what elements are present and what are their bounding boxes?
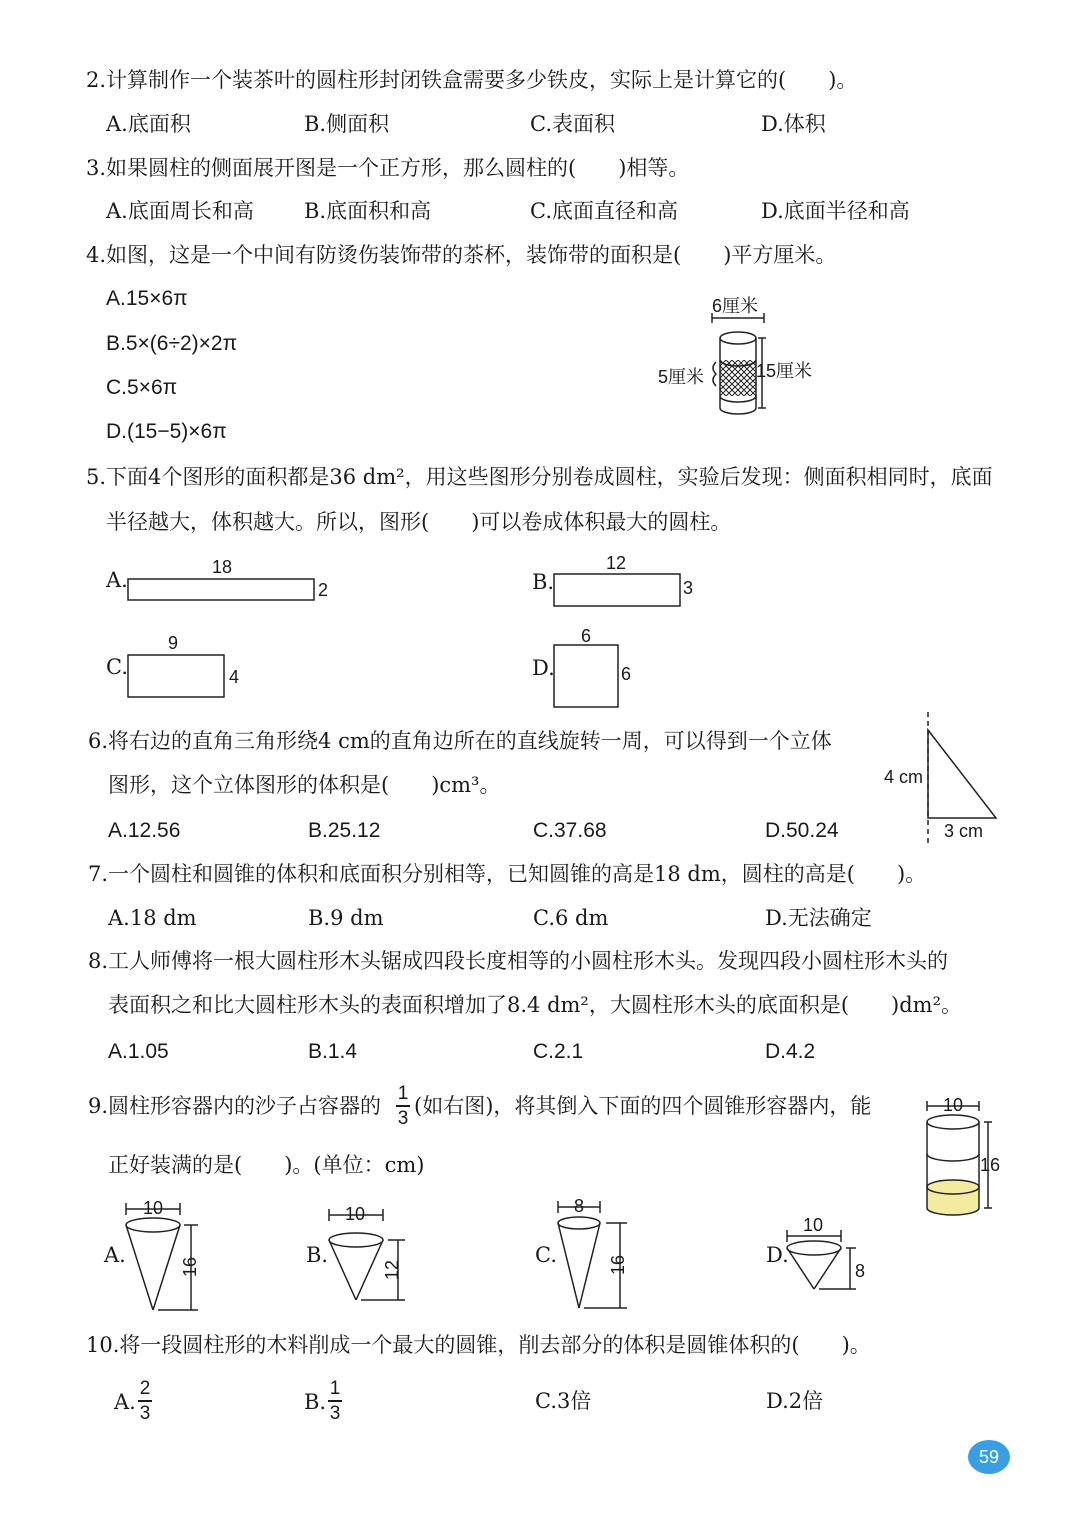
q5-c-length: 9	[168, 633, 179, 653]
q2-option-b: B.侧面积	[304, 112, 390, 136]
q9-cone-a-height: 16	[180, 1256, 201, 1278]
q5-d-length: 6	[581, 626, 592, 646]
q5-stem-line2: 半径越大，体积越大。所以，图形( )可以卷成体积最大的圆柱。	[106, 510, 732, 534]
q9-cone-b	[329, 1209, 405, 1300]
q7-option-d: D.无法确定	[765, 906, 872, 930]
q4-cup-top	[720, 332, 756, 344]
q9-stem-a: 9.圆柱形容器内的沙子占容器的	[88, 1094, 382, 1118]
q10-stem: 10.将一段圆柱形的木料削成一个最大的圆锥，削去部分的体积是圆锥体积的( )。	[86, 1333, 871, 1357]
q7-option-c: C.6 dm	[533, 906, 609, 930]
q5-d-width: 6	[621, 664, 632, 684]
q9-cone-c-letter: C.	[535, 1243, 557, 1267]
q9-cone-b-diameter: 10	[345, 1204, 366, 1224]
q9-stem-line2: 正好装满的是( )。(单位：cm)	[108, 1153, 425, 1177]
q3-option-a: A.底面周长和高	[106, 199, 254, 223]
q4-option-d: D.(15−5)×6π	[106, 420, 227, 443]
q9-cone-c-height: 16	[608, 1254, 629, 1276]
q10-option-b-fraction	[328, 1379, 342, 1423]
q6-stem-line1: 6.将右边的直角三角形绕4 cm的直角边所在的直线旋转一周，可以得到一个立体	[88, 729, 832, 753]
q10-b-denominator: 3	[329, 1402, 341, 1424]
q7-option-b: B.9 dm	[308, 906, 384, 930]
q9-cylinder-height: 16	[980, 1155, 1001, 1175]
q10-option-a-fraction	[138, 1379, 152, 1423]
q6-base-label: 3 cm	[944, 821, 984, 841]
q5-b-length: 12	[606, 553, 627, 573]
q9-stem-b: (如右图)，将其倒入下面的四个圆锥形容器内，能	[414, 1094, 872, 1118]
q9-cone-b-letter: B.	[306, 1243, 329, 1267]
q4-diameter-label: 6厘米	[712, 296, 759, 316]
q5-rect-a	[128, 579, 314, 600]
q9-fraction-denominator: 3	[397, 1107, 409, 1129]
q10-option-a-letter: A.	[114, 1390, 136, 1414]
q9-cone-b-height: 12	[382, 1259, 403, 1281]
q9-fraction	[396, 1084, 410, 1128]
q10-option-b-letter: B.	[304, 1390, 327, 1414]
q6-right-triangle	[928, 730, 996, 818]
q3-option-d: D.底面半径和高	[761, 199, 910, 223]
q5-letter-b: B.	[532, 570, 555, 594]
q5-a-length: 18	[212, 557, 233, 577]
q10-a-denominator: 3	[139, 1402, 151, 1424]
q2-stem: 2.计算制作一个装茶叶的圆柱形封闭铁盒需要多少铁皮，实际上是计算它的( )。	[86, 68, 858, 92]
q8-stem-line2: 表面积之和比大圆柱形木头的表面积增加了8.4 dm²，大圆柱形木头的底面积是( )dm²。	[108, 993, 963, 1017]
q6-option-a: A.12.56	[108, 819, 181, 842]
q5-letter-c: C.	[106, 655, 128, 679]
q3-option-b: B.底面积和高	[304, 199, 432, 223]
q9-cone-a-letter: A.	[104, 1243, 126, 1267]
q10-a-numerator: 2	[139, 1378, 151, 1399]
q8-option-c: C.2.1	[533, 1040, 584, 1063]
q5-b-width: 3	[683, 578, 694, 598]
q5-stem-line1: 5.下面4个图形的面积都是36 dm²，用这些图形分别卷成圆柱，实验后发现：侧面积相同时，底面	[86, 465, 993, 489]
q9-cone-d-diameter: 10	[803, 1215, 824, 1235]
q9-cone-a-diameter: 10	[143, 1198, 164, 1218]
q10-option-c: C.3倍	[535, 1389, 592, 1413]
q6-height-label: 4 cm	[884, 767, 924, 787]
q4-option-c: C.5×6π	[106, 376, 178, 399]
q4-option-b: B.5×(6÷2)×2π	[106, 332, 238, 355]
q10-option-d: D.2倍	[766, 1389, 824, 1413]
q6-stem-line2: 图形，这个立体图形的体积是( )cm³。	[108, 773, 501, 797]
q8-option-a: A.1.05	[108, 1040, 169, 1063]
q8-option-d: D.4.2	[765, 1040, 816, 1063]
q9-cone-d	[787, 1230, 856, 1289]
q10-b-numerator: 1	[329, 1378, 341, 1399]
q9-cone-d-height: 8	[855, 1261, 866, 1281]
q9-cone-c-diameter: 8	[574, 1196, 585, 1216]
page-number-badge: 59	[968, 1440, 1010, 1474]
q5-rect-b	[554, 574, 680, 606]
q6-option-c: C.37.68	[533, 819, 607, 842]
q2-option-a: A.底面积	[106, 112, 191, 136]
q3-stem: 3.如果圆柱的侧面展开图是一个正方形，那么圆柱的( )相等。	[86, 156, 690, 180]
q8-stem-line1: 8.工人师傅将一根大圆柱形木头锯成四段长度相等的小圆柱形木头。发现四段小圆柱形木头的	[88, 949, 949, 973]
q4-option-a: A.15×6π	[106, 287, 188, 310]
q9-cylinder-diameter: 10	[943, 1095, 964, 1115]
q4-height-label: 15厘米	[756, 361, 813, 381]
q5-a-width: 2	[318, 580, 329, 600]
q9-cone-d-letter: D.	[766, 1243, 789, 1267]
q2-option-d: D.体积	[761, 112, 826, 136]
q2-option-c: C.表面积	[530, 112, 615, 136]
q6-option-d: D.50.24	[765, 819, 839, 842]
q5-letter-a: A.	[106, 568, 128, 592]
q7-stem: 7.一个圆柱和圆锥的体积和底面积分别相等，已知圆锥的高是18 dm，圆柱的高是( )。	[88, 862, 927, 886]
q4-band-label: 5厘米	[658, 367, 705, 387]
q5-rect-d	[554, 645, 618, 707]
q6-option-b: B.25.12	[308, 819, 381, 842]
q9-fraction-numerator: 1	[397, 1083, 409, 1104]
q4-stem: 4.如图，这是一个中间有防烫伤装饰带的茶杯，装饰带的面积是( )平方厘米。	[86, 243, 837, 267]
q8-option-b: B.1.4	[308, 1040, 358, 1063]
q5-letter-d: D.	[532, 656, 555, 680]
q7-option-a: A.18 dm	[108, 906, 197, 930]
q3-option-c: C.底面直径和高	[530, 199, 678, 223]
q4-band-brace	[713, 362, 716, 386]
q5-c-width: 4	[229, 667, 240, 687]
q5-rect-c	[128, 655, 224, 697]
